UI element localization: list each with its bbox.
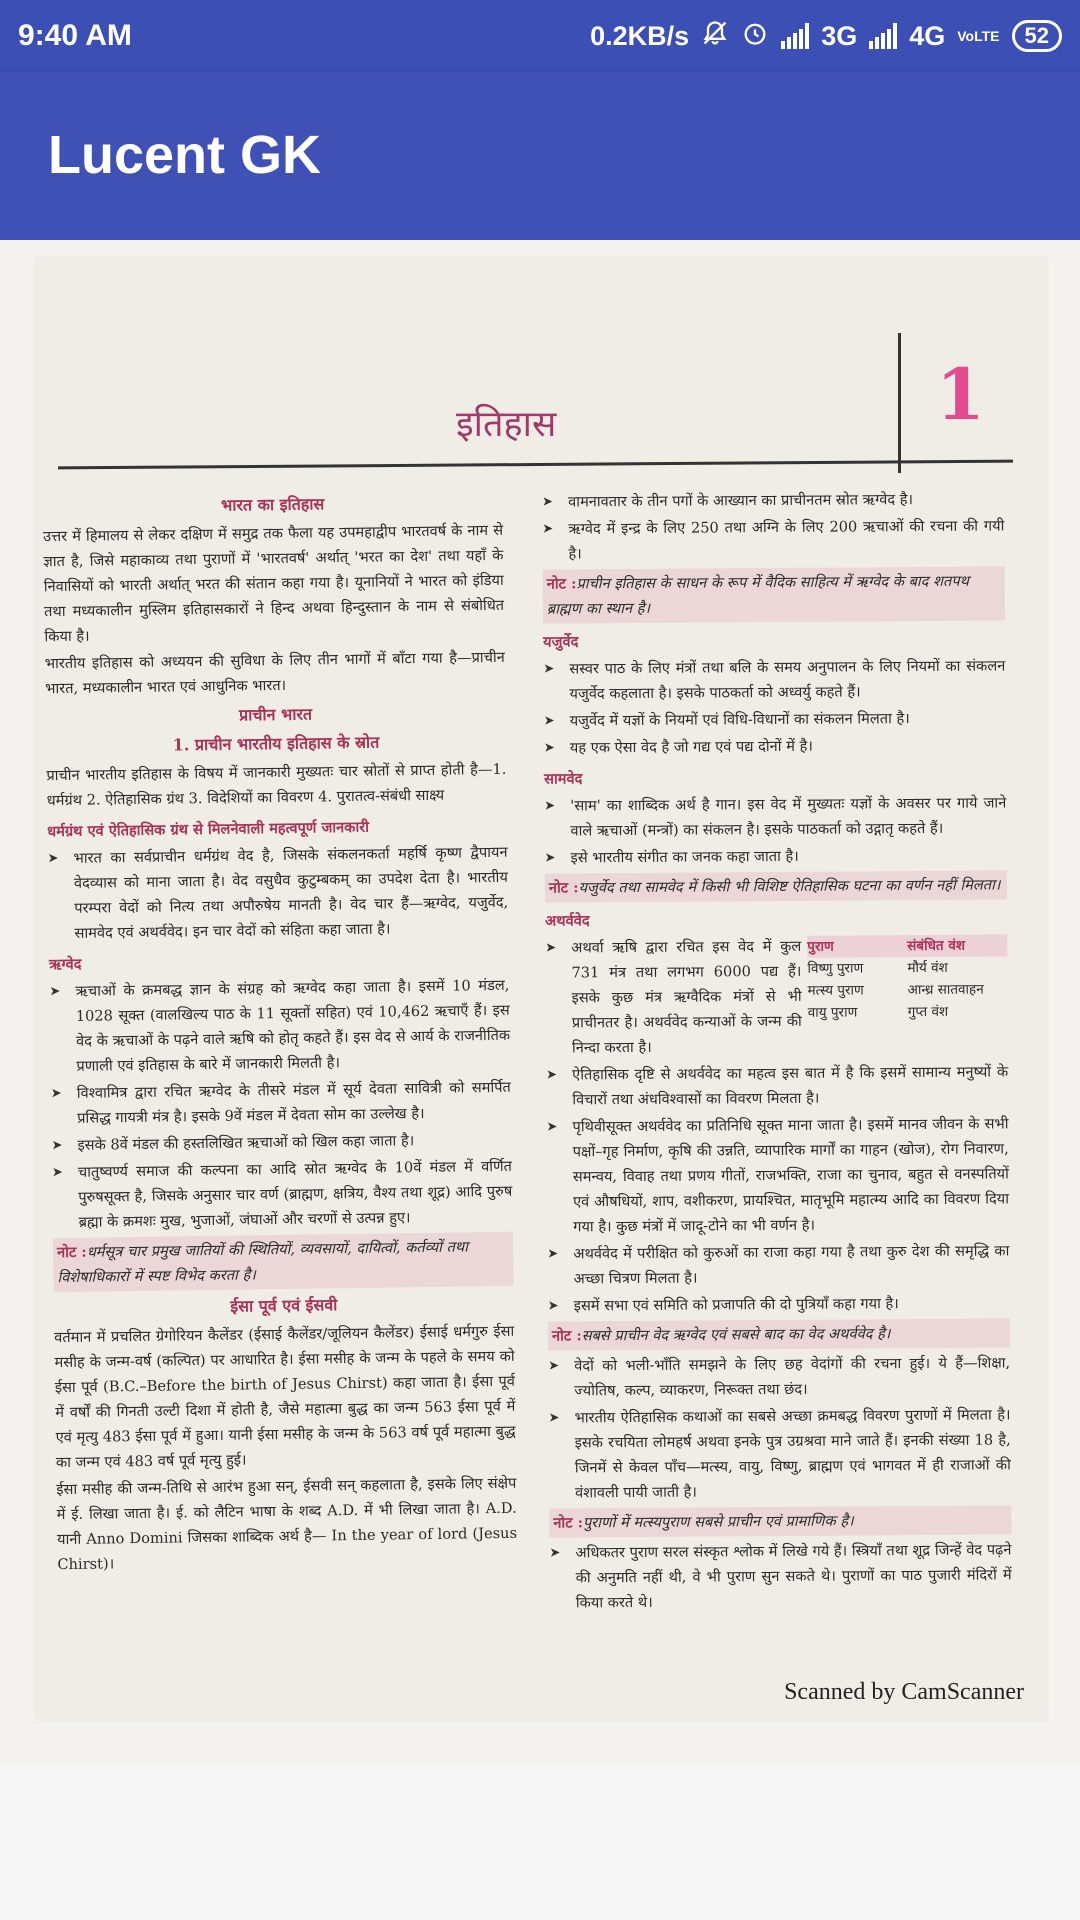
scanner-watermark: Scanned by CamScanner [784,1679,1024,1705]
bullet-point: ➤ ऋचाओं के क्रमबद्ध ज्ञान के संग्रह को ऋग्वेद कहा जाता है। इसमें 10 मंडल, 1028 सूक्त (वालखिल्य पाठ के 11 सूक्तों सहित) एवं 10,462 ऋचाएँ हैं। इस वेद के ऋचाओं के पढ़ने वाले ऋषि को होतृ कहते हैं। इस वेद से आर्य के राजनीतिक प्रणाली एवं इतिहास के बारे में जानकारी मिलती है। [49,973,510,1079]
table-row [807,978,1007,1001]
bullet-point: ➤ 'साम' का शाब्दिक अर्थ है गान। इस वेद में मुख्यतः यज्ञों के अवसर पर गाये जाने वाले ऋचाओं (मन्त्रों) का संकलन है। इसके पाठकर्ता को उद्गातृ कहते हैं। [544,790,1006,843]
table-cell: मत्स्य पुराण [807,982,864,999]
chapter-number: 1 [936,353,985,436]
table-cell: विष्णु पुराण [807,960,864,977]
document-viewer[interactable] [0,240,1080,1765]
note-box [53,1232,514,1292]
bullet-point: ➤ वेदों को भली-भाँति समझने के लिए छह वेदांगों की रचना हुई। ये हैं—शिक्षा, ज्योतिष, कल्प, व्याकरण, निरूक्त तथा छंद। [548,1350,1010,1403]
battery-icon [1012,20,1062,52]
table-cell: गुप्त वंश [907,1003,949,1021]
section-heading: भारत का इतिहास [220,494,325,515]
bullet-point: ➤ भारतीय ऐतिहासिक कथाओं का सबसे अच्छा क्रमबद्ध विवरण पुराणों में मिलता है। इसके रचयिता लोमहर्ष अथवा इनके पुत्र उग्रश्रवा माने जाते हैं। इनकी संख्या 18 है, जिनमें से केवल पाँच—मत्स्य, वायु, विष्णु, ब्राह्मण एवं भागवत में ही राजाओं की वंशावली पायी जाती है। [548,1402,1011,1505]
bullet-point: ➤ विश्वामित्र द्वारा रचित ऋग्वेद के तीसरे मंडल में सूर्य देवता सावित्री को समर्पित प्रसिद्ध गायत्री मंत्र है। इसके 9वें मंडल में देवता सोम का उल्लेख है। [51,1075,512,1131]
note-text: प्राचीन इतिहास के साधन के रूप में वैदिक साहित्य में ऋग्वेद के बाद शतपथ ब्राह्मण का स्थान है। [546,572,969,618]
status-time: 9:40 AM [18,19,132,52]
app-title: Lucent GK [48,125,322,185]
bullet-point: ➤ भारत का सर्वप्राचीन धर्मग्रंथ वेद है, जिसके संकलनकर्ता महर्षि कृष्ण द्वैपायन वेदव्यास को माना जाता है। वेद वसुधैव कुटुम्बकम् का उपदेश देता है। भारतीय परम्परा वेदों को नित्य तथा अपौरुषेय मानती है। वेद चार हैं—ऋग्वेद, यजुर्वेद, सामवेद एवं अथर्ववेद। इन चार वेदों को संहिता कहा जाता है। [47,840,508,946]
bullet-point: ➤ सस्वर पाठ के लिए मंत्रों तथा बलि के समय अनुपालन के लिए नियमों का संकलन यजुर्वेद कहलाता है। इसके पाठकर्ता को अध्वर्यु कहते हैं। [543,653,1005,706]
note-box [548,1318,1010,1350]
section-heading: 1. प्राचीन भारतीय इतिहास के स्रोत [172,732,380,755]
table-cell: वायु पुराण [807,1004,858,1021]
bullet-point-with-table [545,932,1008,1060]
purana-table [807,934,1008,1023]
note-box [549,1505,1011,1537]
bullet-point: ➤ ऋग्वेद में इन्द्र के लिए 250 तथा अग्नि के लिए 200 ऋचाओं की रचना की गयी है। [542,513,1004,566]
note-label: नोट : [548,879,579,897]
chapter-divider [898,333,901,473]
table-cell: आन्ध्र सातवाहन [907,981,984,999]
subsection-heading: यजुर्वेद [543,633,579,651]
paragraph: उत्तर में हिमालय से लेकर दक्षिण में समुद्र तक फैला यह उपमहाद्वीप भारतवर्ष के नाम से ज्ञात है, जिसे महाकाव्य तथा पुराणों में 'भारतवर्ष' अर्थात् 'भरत का देश' तथा यहाँ के निवासियों को भारती अर्थात् भरत की संतान कहा गया है। यूनानियों ने भारत को इंडिया तथा मध्यकालीन मुस्लिम इतिहासकारों ने हिन्द अथवा हिन्दुस्तान के नाम से संबोधित किया है। [42,521,505,646]
table-header-cell: पुराण [807,938,834,955]
note-box [543,566,1005,623]
table-row [807,956,1007,979]
bullet-point: ➤ अथर्ववेद में परीक्षित को कुरुओं का राजा कहा गया है तथा कुरु देश की समृद्धि का अच्छा चित्रण मिलता है। [547,1238,1009,1291]
mute-bell-icon [701,19,729,54]
note-text: यजुर्वेद तथा सामवेद में किसी भी विशिष्ट ऐतिहासिक घटना का वर्णन नहीं मिलता। [578,876,1001,897]
table-row [808,1000,1008,1023]
network-type-2: 4G [909,20,946,51]
bullet-point: ➤ यह एक ऐसा वेद है जो गद्य एवं पद्य दोनों में है। [544,732,1006,760]
app-bar [0,72,1080,240]
left-column [42,485,517,1579]
bullet-point: ➤ ऐतिहासिक दृष्टि से अथर्ववेद का महत्व इस बात में है कि इसमें सामान्य मनुष्यों के विचारों तथा अंधविश्वासों का विवरण मिलता है। [546,1059,1008,1112]
note-label: नोट : [56,1243,87,1262]
paragraph: प्राचीन भारतीय इतिहास के विषय में जानकारी मुख्यतः चार स्रोतों से प्राप्त होती है—1. धर्मग्रंथ 2. ऐतिहासिक ग्रंथ 3. विदेशियों का विवरण 4. पुरातत्व-संबंधी साक्ष्य [46,760,507,810]
signal-icon [781,23,809,49]
bullet-text: अथर्वा ऋषि द्वारा रचित इस वेद में कुल 731 मंत्र तथा लगभग 6000 पद्य हैं। इसके कुछ मंत्र ऋग्वैदिक मंत्रों से भी प्राचीनतर है। अथर्ववेद कन्याओं के जन्म की निन्दा करता है। [571,937,802,1057]
subsection-heading: ऋग्वेद [48,955,82,974]
subsection-heading: अथर्ववेद [545,912,590,930]
note-label: नोट : [553,1514,584,1532]
table-header [807,934,1007,957]
note-text: धर्मसूत्र चार प्रमुख जातियों की स्थितियों, व्यवसायों, दायित्वों, कर्तव्यों तथा विशेषाधिकारों में स्पष्ट विभेद करता है। [57,1238,469,1287]
bullet-point: ➤ यजुर्वेद में यज्ञों के नियमों एवं विधि-विधानों का संकलन मिलता है। [544,705,1006,733]
subsection-heading: सामवेद [544,770,583,788]
alarm-icon [741,19,769,54]
status-bar [0,0,1080,72]
note-box [545,870,1007,902]
bullet-point: ➤ पृथिवीसूक्त अथर्ववेद का प्रतिनिधि सूक्त माना जाता है। इसमें मानव जीवन के सभी पक्षों–गृह निर्माण, कृषि की उन्नति, व्यापारिक मार्गों का गाहन (खोज), रोग निवारण, समन्वय, विवाह तथा प्रणय गीतों, राजभक्ति, राजा का चुनाव, बहुत से वनस्पतियों एवं औषधियों, शाप, वशीकरण, प्रायश्चित, मातृभूमि महात्म्य आदि का विवरण दिया गया है। कुछ मंत्रों में जादू-टोने का भी वर्णन है। [546,1111,1009,1239]
bullet-point: ➤ इसमें सभा एवं समिति को प्रजापति की दो पुत्रियाँ कहा गया है। [548,1290,1010,1318]
note-label: नोट : [546,575,577,593]
subsection-heading: धर्मग्रंथ एवं ऐतिहासिक ग्रंथ से मिलनेवाली महत्वपूर्ण जानकारी [47,818,370,841]
bottom-area [0,1765,1080,1920]
right-column [542,486,1012,1617]
scanned-page[interactable] [36,258,1046,1720]
status-icons [590,19,1062,54]
net-speed: 0.2KB/s [590,20,690,51]
table-header-cell: संबंधित वंश [907,937,966,955]
bullet-point: ➤ इसे भारतीय संगीत का जनक कहा जाता है। [545,842,1007,870]
note-text: पुराणों में मत्स्यपुराण सबसे प्राचीन एवं प्रामाणिक है। [582,1512,854,1532]
header-rule [58,460,1013,470]
network-type-1: 3G [821,20,858,51]
volte-badge: VoLTE [957,28,1000,44]
paragraph: वर्तमान में प्रचलित ग्रेगोरियन कैलेंडर (ईसाई कैलेंडर/जूलियन कैलेंडर) ईसाई धर्मगुरु ईसा मसीह के जन्म-वर्ष (कल्पित) पर आधारित है। ईसा मसीह के जन्म के पहले के समय को ईसा पूर्व (B.C.–Before the birth of Jesus Chirst) कहा जाता है। ईसा पूर्व में वर्षों की गिनती उल्टी दिशा में होती है, जैसे महात्मा बुद्ध का जन्म 563 ईसा पूर्व में एवं मृत्यु 483 ईसा पूर्व में हुआ। यानी ईसा मसीह के जन्म के 563 वर्ष पूर्व महात्मा बुद्ध का जन्म एवं 483 वर्ष पूर्व मृत्यु हुई। [54,1322,516,1472]
table-cell: मौर्य वंश [907,959,948,977]
bullet-point: ➤ इसके 8वें मंडल की हस्तलिखित ऋचाओं को खिल कहा जाता है। [51,1127,511,1158]
bullet-point: ➤ चातुष्वर्ण्य समाज की कल्पना का आदि स्रोत ऋग्वेद के 10वें मंडल में वर्णित पुरुषसूक्त है, जिसके अनुसार चार वर्ण (ब्राह्मण, क्षत्रिय, वैश्य तथा शूद्र) आदि पुरुष ब्रह्मा के क्रमशः मुख, भुजाओं, जंघाओं और चरणों से उत्पन्न हुए। [52,1154,513,1235]
bullet-point: ➤ वामनावतार के तीन पगों के आख्यान का प्राचीनतम स्रोत ऋग्वेद है। [542,486,1004,514]
battery-level: 52 [1024,23,1049,48]
section-heading: ईसा पूर्व एवं ईसवी [230,1295,338,1316]
bullet-point: ➤ अधिकतर पुराण सरल संस्कृत श्लोक में लिखे गये हैं। स्त्रियाँ तथा शूद्र जिन्हें वेद पढ़ने की अनुमति नहीं थी, वे भी पुराण सुन सकते थे। पुराणों का पाठ पुजारी मंदिरों में किया करते थे। [549,1537,1012,1615]
paragraph: भारतीय इतिहास को अध्ययन की सुविधा के लिए तीन भागों में बाँटा गया है—प्राचीन भारत, मध्यकालीन भारत एवं आधुनिक भारत। [44,648,505,698]
note-label: नोट : [551,1327,582,1345]
section-heading: प्राचीन भारत [238,704,313,725]
signal-icon-2 [869,23,897,49]
paragraph: ईसा मसीह की जन्म-तिथि से आरंभ हुआ सन्, ईसवी सन् कहलाता है, इसके लिए संक्षेप में ई. लिखा जाता है। ई. को लैटिन भाषा के शब्द A.D. में भी लिखा जाता है। A.D. यानी Anno Domini जिसका शाब्दिक अर्थ है— In the year of lord (Jesus Chirst)। [56,1474,518,1574]
chapter-title: इतिहास [456,404,557,445]
note-text: सबसे प्राचीन वेद ऋग्वेद एवं सबसे बाद का वेद अथर्ववेद है। [581,1325,891,1345]
